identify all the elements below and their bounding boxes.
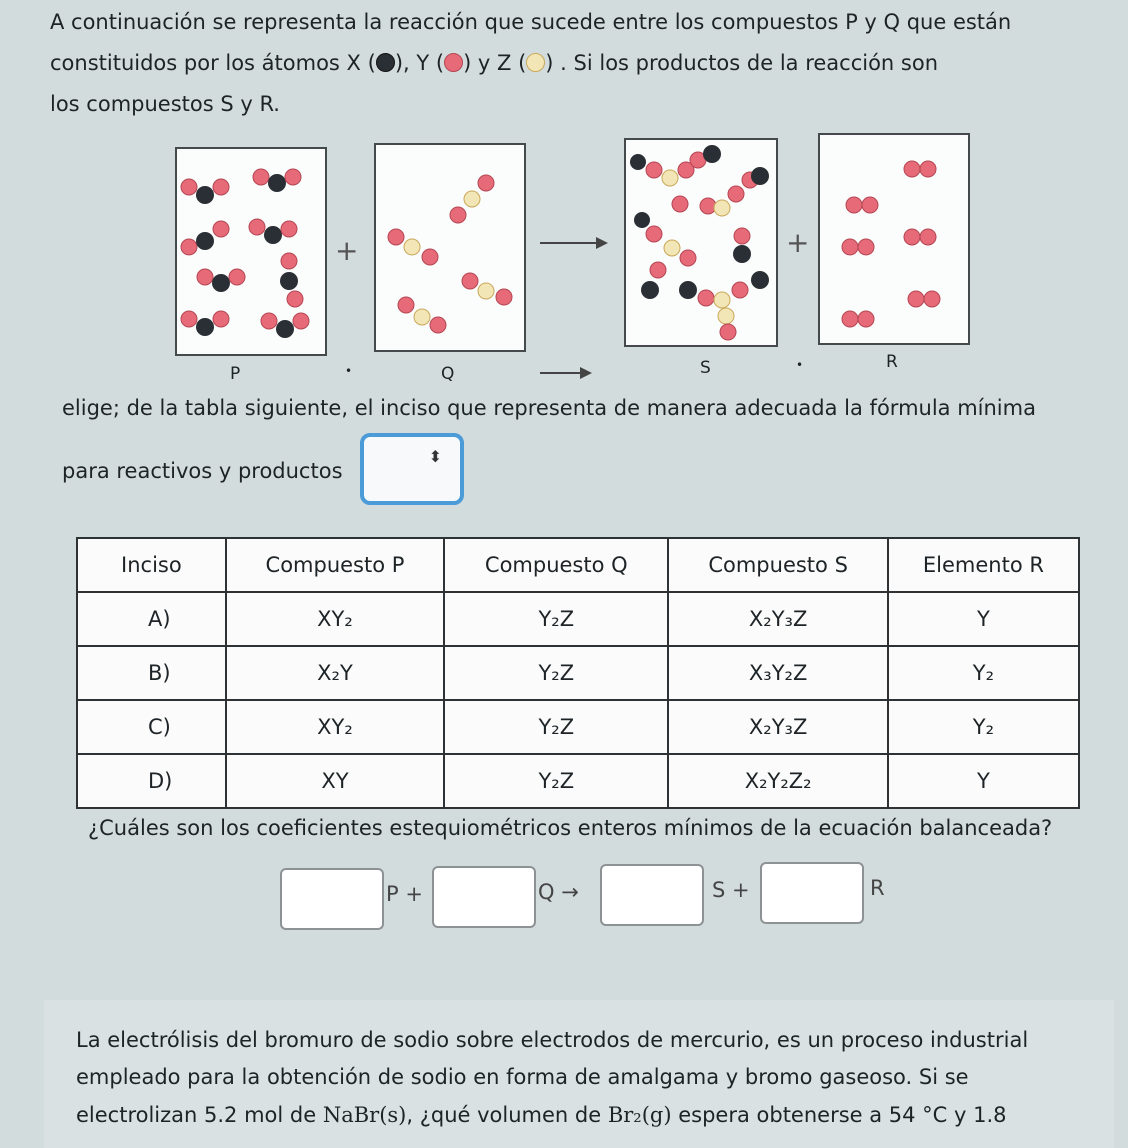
intro-text: constituidos por los átomos X ( — [50, 50, 376, 75]
cell-r: Y — [888, 592, 1079, 646]
q3-text: espera obtenerse a 54 °C y 1.8 — [671, 1102, 1007, 1127]
molecule-xy2 — [253, 169, 301, 192]
molecules-p — [177, 149, 325, 354]
cell-p: XY₂ — [226, 592, 444, 646]
molecules-q — [376, 145, 524, 350]
q3-text: electrolizan 5.2 mol de — [76, 1102, 323, 1127]
molecule-x2y3z — [641, 262, 769, 340]
header-compuesto-s: Compuesto S — [668, 538, 887, 592]
cell-s: X₂Y₃Z — [668, 700, 887, 754]
coef-p-input[interactable] — [280, 868, 384, 930]
question-1-line-2: para reactivos y productos — [62, 459, 343, 483]
molecule-y2z — [398, 297, 446, 333]
intro-text: ), Y ( — [394, 50, 445, 75]
intro-line-3: los compuestos S y R. — [50, 91, 280, 116]
question-3-line-2: empleado para la obtención de sodio en forma de amalgama y bromo gaseoso. Si se — [76, 1065, 969, 1090]
cell-r: Y₂ — [888, 700, 1079, 754]
molecule-y2z — [462, 273, 512, 305]
cell-q: Y₂Z — [444, 592, 668, 646]
answer-select[interactable] — [360, 433, 464, 505]
molecule-y2z — [388, 229, 438, 265]
atom-z-icon — [526, 53, 545, 72]
header-inciso: Inciso — [77, 538, 226, 592]
coef-q-input[interactable] — [432, 866, 536, 928]
molecule-y2 — [908, 291, 940, 307]
intro-text: ) y Z ( — [463, 50, 527, 75]
cell-s: X₂Y₂Z₂ — [668, 754, 887, 808]
box-q — [374, 143, 526, 352]
coef-s-input[interactable] — [600, 864, 704, 926]
q3-text: , ¿qué volumen de — [406, 1102, 608, 1127]
formula-br2: Br₂(g) — [607, 1102, 672, 1127]
cell-inciso: D) — [77, 754, 226, 808]
cell-r: Y — [888, 754, 1079, 808]
reaction-arrow-bottom — [540, 372, 590, 374]
cell-p: XY — [226, 754, 444, 808]
molecule-xy2 — [181, 311, 229, 336]
header-compuesto-q: Compuesto Q — [444, 538, 668, 592]
molecule-xy2 — [181, 221, 229, 255]
cell-inciso: B) — [77, 646, 226, 700]
label-r: R — [886, 352, 898, 372]
molecules-r — [820, 135, 968, 343]
label-p: P — [230, 364, 241, 384]
cell-r: Y₂ — [888, 646, 1079, 700]
molecule-xy2 — [197, 269, 245, 292]
molecule-xy2 — [261, 313, 309, 338]
cell-q: Y₂Z — [444, 700, 668, 754]
intro-line-2 — [50, 43, 1110, 84]
molecule-xy2 — [249, 219, 297, 244]
plus-sign: + — [786, 226, 810, 259]
question-3-line-3 — [76, 1097, 1086, 1134]
header-compuesto-p: Compuesto P — [226, 538, 444, 592]
molecule-x2y3z — [630, 145, 721, 186]
cell-inciso: C) — [77, 700, 226, 754]
eq-r-label: R — [870, 876, 885, 900]
molecule-y2 — [842, 239, 874, 255]
atom-x-icon — [376, 53, 395, 72]
question-3-line-1: La electrólisis del bromuro de sodio sobre electrodos de mercurio, es un proceso industrial — [76, 1028, 1029, 1052]
cell-q: Y₂Z — [444, 754, 668, 808]
molecule-y2 — [904, 161, 936, 177]
molecule-xy2 — [181, 179, 229, 204]
cell-s: X₂Y₃Z — [668, 592, 887, 646]
molecule-y2z — [450, 175, 494, 223]
molecule-x2y3z — [634, 212, 751, 266]
label-dot: • — [345, 364, 353, 378]
box-s — [624, 138, 778, 347]
eq-s-label: S + — [712, 878, 750, 902]
table-row — [77, 754, 1079, 808]
atom-y-icon — [444, 53, 463, 72]
header-elemento-r: Elemento R — [888, 538, 1079, 592]
question-2-text: ¿Cuáles son los coeficientes estequiométricos enteros mínimos de la ecuación balanceada? — [88, 816, 1053, 840]
question-3-text — [76, 1022, 1086, 1134]
label-s: S — [700, 358, 711, 378]
molecules-s — [626, 140, 776, 345]
label-q: Q — [441, 364, 455, 384]
table-header-row — [77, 538, 1079, 592]
plus-sign: + — [335, 234, 359, 267]
table-row — [77, 592, 1079, 646]
box-r — [818, 133, 970, 345]
label-dot: • — [796, 358, 804, 372]
eq-p-label: P + — [386, 882, 423, 906]
box-p — [175, 147, 327, 356]
eq-q-label: Q → — [538, 880, 579, 904]
cell-inciso: A) — [77, 592, 226, 646]
molecule-y2 — [904, 229, 936, 245]
formula-nabr: NaBr(s) — [322, 1102, 407, 1127]
question-1-line-1: elige; de la tabla siguiente, el inciso que representa de manera adecuada la fórmula mínima — [62, 396, 1036, 420]
options-table — [76, 537, 1080, 809]
cell-p: XY₂ — [226, 700, 444, 754]
table-row — [77, 646, 1079, 700]
table-row — [77, 700, 1079, 754]
coef-r-input[interactable] — [760, 862, 864, 924]
cell-p: X₂Y — [226, 646, 444, 700]
cell-s: X₃Y₂Z — [668, 646, 887, 700]
reaction-arrow-top — [540, 242, 606, 244]
molecule-xy2 — [280, 253, 303, 307]
intro-paragraph — [50, 2, 1110, 125]
select-arrows-icon: ⬍ — [428, 447, 442, 466]
intro-line-1: A continuación se representa la reacción que sucede entre los compuestos P y Q que están — [50, 10, 1012, 34]
molecule-y2 — [846, 197, 878, 213]
intro-text: ) . Si los productos de la reacción son — [545, 50, 939, 75]
cell-q: Y₂Z — [444, 646, 668, 700]
molecule-y2 — [842, 311, 874, 327]
